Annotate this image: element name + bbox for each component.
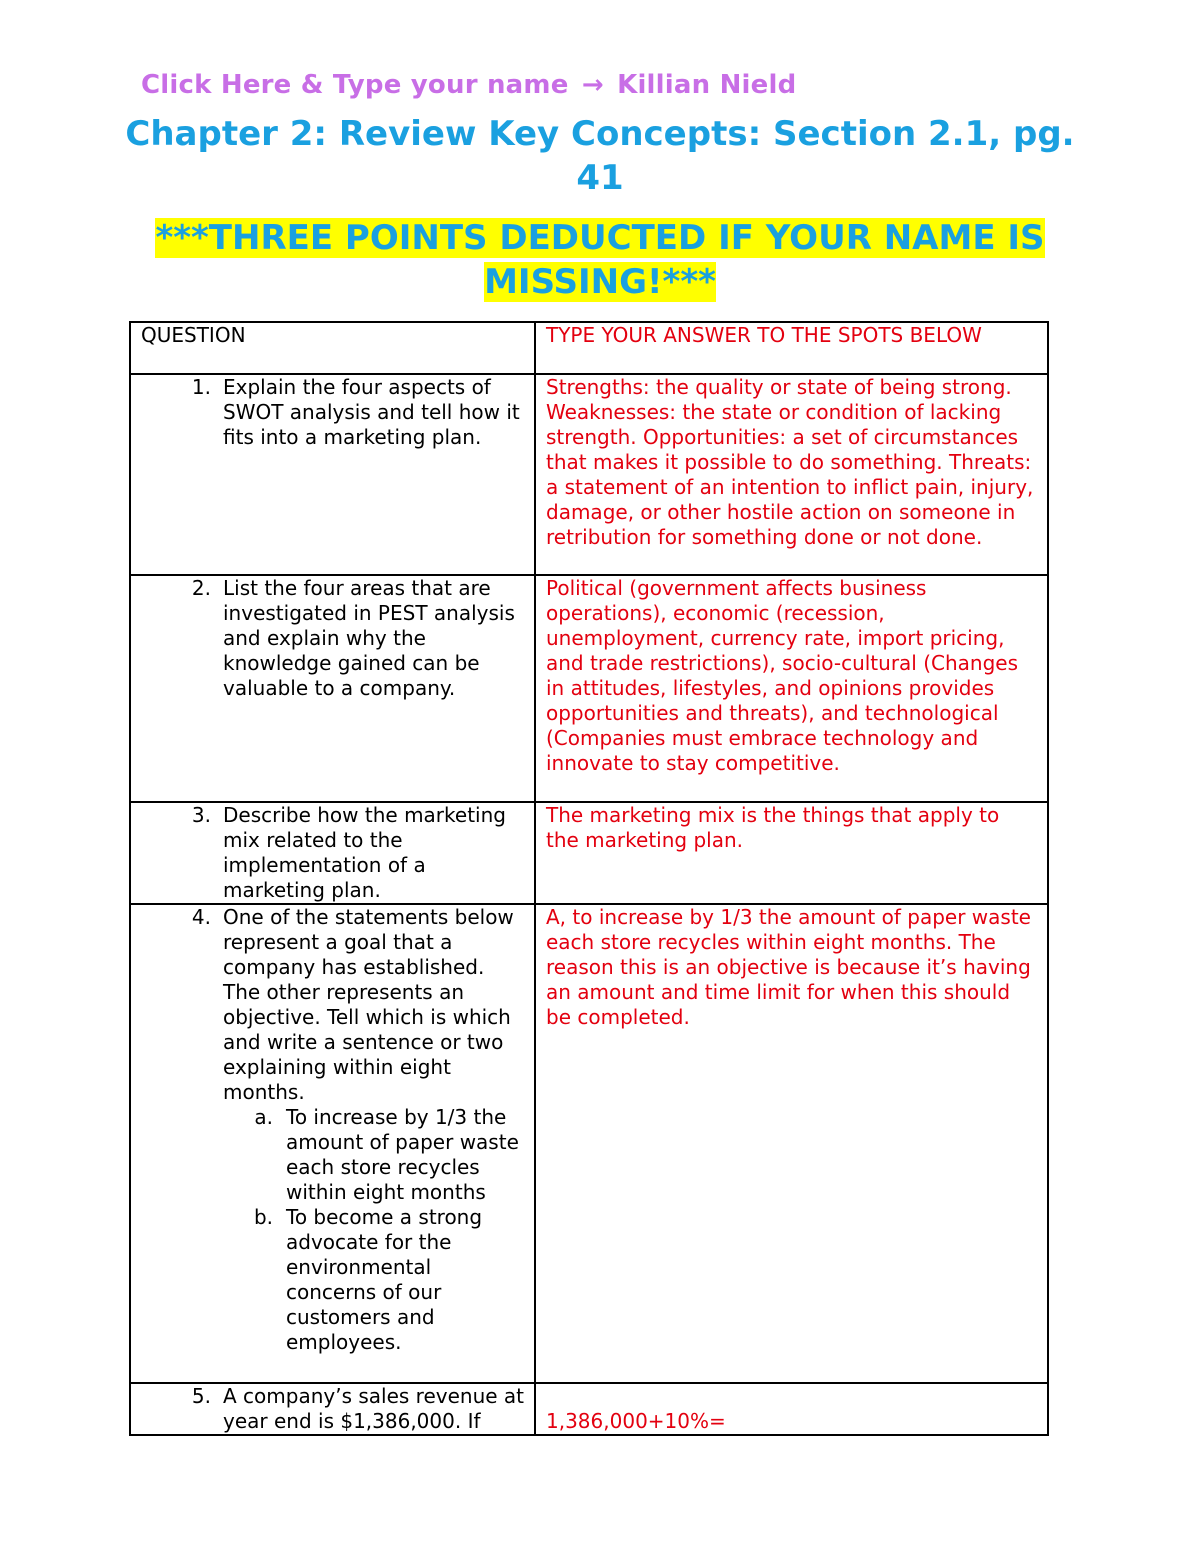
answer-column-header: TYPE YOUR ANSWER TO THE SPOTS BELOW bbox=[535, 322, 1048, 374]
sub-option bbox=[223, 1205, 524, 1355]
page-title: Chapter 2: Review Key Concepts: Section 2.1, pg. 41 bbox=[125, 114, 1075, 198]
sub-option bbox=[223, 1105, 524, 1205]
table-row bbox=[130, 904, 1048, 1383]
question-cell bbox=[130, 575, 535, 802]
question-text: A company’s sales revenue at year end is $1,386,000. If bbox=[223, 1384, 525, 1433]
table-row bbox=[130, 374, 1048, 575]
name-prompt: Click Here & Type your name bbox=[141, 70, 569, 100]
answer-cell[interactable]: 1,386,000+10%= bbox=[535, 1383, 1048, 1435]
question-cell bbox=[130, 802, 535, 904]
table-row bbox=[130, 802, 1048, 904]
sub-option-label: b. bbox=[253, 1205, 273, 1229]
question-number: 1. bbox=[191, 375, 211, 399]
question-cell bbox=[130, 904, 535, 1383]
answer-cell[interactable]: Strengths: the quality or state of being strong. Weaknesses: the state or condition of lacking strength. Opportunities: a set of circumstances that makes it possible to do something. Threats: a statement of an intention to inflict pain, injury, damage, or other hostile action on someone in retribution for something done or not done. bbox=[535, 374, 1048, 575]
question-cell bbox=[130, 374, 535, 575]
question-text: One of the statements below represent a goal that a company has established. The other represents an objective. Tell which is which and write a sentence or two explaining within eight months. bbox=[223, 905, 514, 1104]
question-text: List the four areas that are investigated in PEST analysis and explain why the knowledge gained can be valuable to a company. bbox=[223, 576, 515, 700]
name-warning bbox=[100, 216, 1100, 304]
sub-option-text: To increase by 1/3 the amount of paper waste each store recycles within eight months bbox=[286, 1105, 519, 1204]
question-cell bbox=[130, 1383, 535, 1435]
question-column-header: QUESTION bbox=[130, 322, 535, 374]
arrow-right-icon: → bbox=[581, 70, 604, 100]
answer-cell[interactable]: A, to increase by 1/3 the amount of paper waste each store recycles within eight months. The reason this is an objective is because it’s having an amount and time limit for when this should be completed. bbox=[535, 904, 1048, 1383]
answer-cell[interactable]: The marketing mix is the things that apply to the marketing plan. bbox=[535, 802, 1048, 904]
name-field[interactable] bbox=[141, 70, 796, 100]
table-header-row bbox=[130, 322, 1048, 374]
question-text: Describe how the marketing mix related to the implementation of a marketing plan. bbox=[223, 803, 506, 902]
table-row bbox=[130, 575, 1048, 802]
question-number: 5. bbox=[191, 1384, 211, 1408]
answer-cell[interactable]: Political (government affects business operations), economic (recession, unemployment, currency rate, import pricing, and trade restrictions), socio-cultural (Changes in attitudes, lifestyles, and opinions provides opportunities and threats), and technological (Companies must embrace technology and innovate to stay competitive. bbox=[535, 575, 1048, 802]
question-text: Explain the four aspects of SWOT analysis and tell how it fits into a marketing plan. bbox=[223, 375, 520, 449]
sub-option-text: To become a strong advocate for the environmental concerns of our customers and employees. bbox=[286, 1205, 483, 1354]
question-number: 4. bbox=[191, 905, 211, 929]
student-name[interactable]: Killian Nield bbox=[617, 70, 797, 100]
warning-text: ***THREE POINTS DEDUCTED IF YOUR NAME IS MISSING!*** bbox=[155, 218, 1045, 302]
question-number: 3. bbox=[191, 803, 211, 827]
question-answer-table bbox=[129, 321, 1049, 1436]
table-row bbox=[130, 1383, 1048, 1435]
question-number: 2. bbox=[191, 576, 211, 600]
sub-option-label: a. bbox=[254, 1105, 273, 1129]
